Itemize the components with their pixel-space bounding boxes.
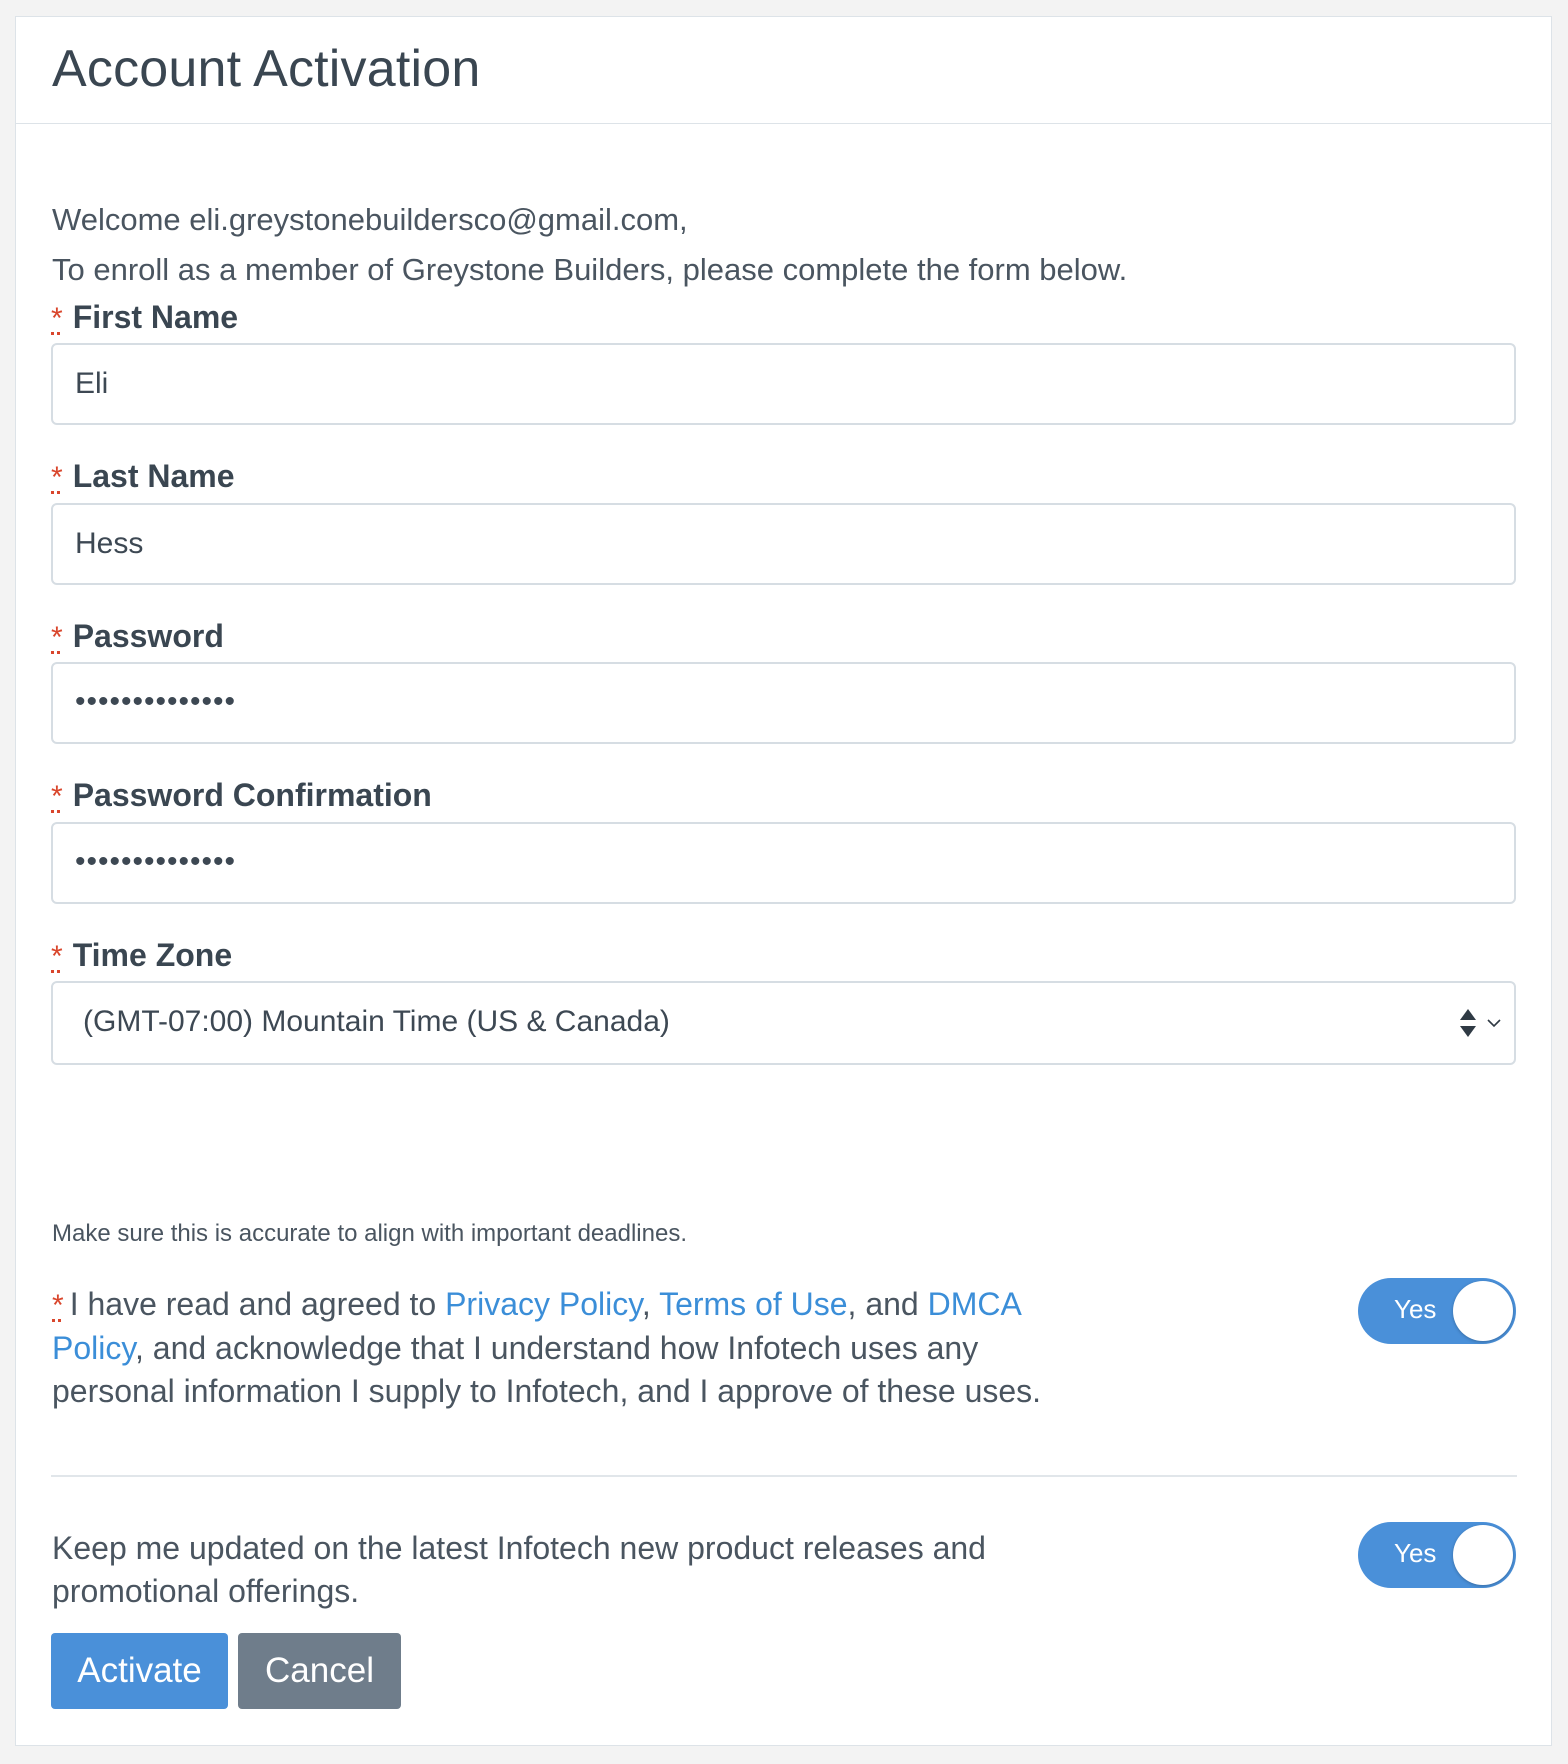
dmca-policy-link[interactable]: DMCA Policy: [52, 1286, 1021, 1366]
account-activation-card: [15, 16, 1552, 1746]
divider: [51, 1475, 1517, 1477]
required-marker: *: [51, 780, 63, 813]
toggle-knob: [1453, 1281, 1513, 1341]
toggle-knob: [1453, 1525, 1513, 1585]
required-marker: *: [51, 461, 63, 494]
intro-text: [52, 195, 1127, 295]
time-zone-label: * Time Zone: [51, 937, 233, 973]
required-marker: *: [51, 940, 63, 973]
password-label: * Password: [51, 618, 224, 654]
required-marker: *: [51, 621, 63, 654]
page-title: Account Activation: [52, 40, 481, 98]
first-name-input[interactable]: [51, 343, 1516, 425]
password-confirmation-input[interactable]: ••••••••••••••: [51, 822, 1516, 904]
chevron-down-icon: [1486, 1015, 1502, 1031]
activate-button[interactable]: Activate: [51, 1633, 228, 1709]
welcome-line: Welcome eli.greystonebuildersco@gmail.com,: [52, 202, 688, 237]
time-zone-select[interactable]: [51, 981, 1516, 1065]
agreement-text: * I have read and agreed to Privacy Policy, Terms of Use, and DMCA Policy, and acknowledge that I understand how Infotech uses any personal information I supply to Infotech, and I approve of these uses.: [52, 1286, 1042, 1409]
terms-of-use-link[interactable]: Terms of Use: [659, 1286, 848, 1322]
password-input[interactable]: ••••••••••••••: [51, 662, 1516, 744]
last-name-input[interactable]: [51, 503, 1516, 585]
instructions-line: To enroll as a member of Greystone Builders, please complete the form below.: [52, 252, 1128, 287]
required-marker: *: [51, 302, 63, 335]
time-zone-help-text: Make sure this is accurate to align with important deadlines.: [52, 1220, 687, 1247]
time-zone-selected-value: (GMT-07:00) Mountain Time (US & Canada): [83, 1005, 670, 1038]
toggle-label: Yes: [1394, 1538, 1437, 1568]
last-name-label: * Last Name: [51, 458, 235, 494]
cancel-button[interactable]: Cancel: [238, 1633, 401, 1709]
agreement-toggle[interactable]: [1358, 1278, 1516, 1344]
updates-opt-in-text: Keep me updated on the latest Infotech new product releases and promotional offerings.: [52, 1530, 986, 1609]
toggle-label: Yes: [1394, 1294, 1437, 1324]
first-name-label: * First Name: [51, 299, 239, 335]
required-marker: *: [52, 1289, 64, 1322]
privacy-policy-link[interactable]: Privacy Policy: [445, 1286, 642, 1322]
password-confirmation-label: * Password Confirmation: [51, 777, 432, 813]
updates-toggle[interactable]: [1358, 1522, 1516, 1588]
select-updown-arrows-icon: [1458, 1007, 1478, 1039]
card-header: [16, 17, 1551, 124]
